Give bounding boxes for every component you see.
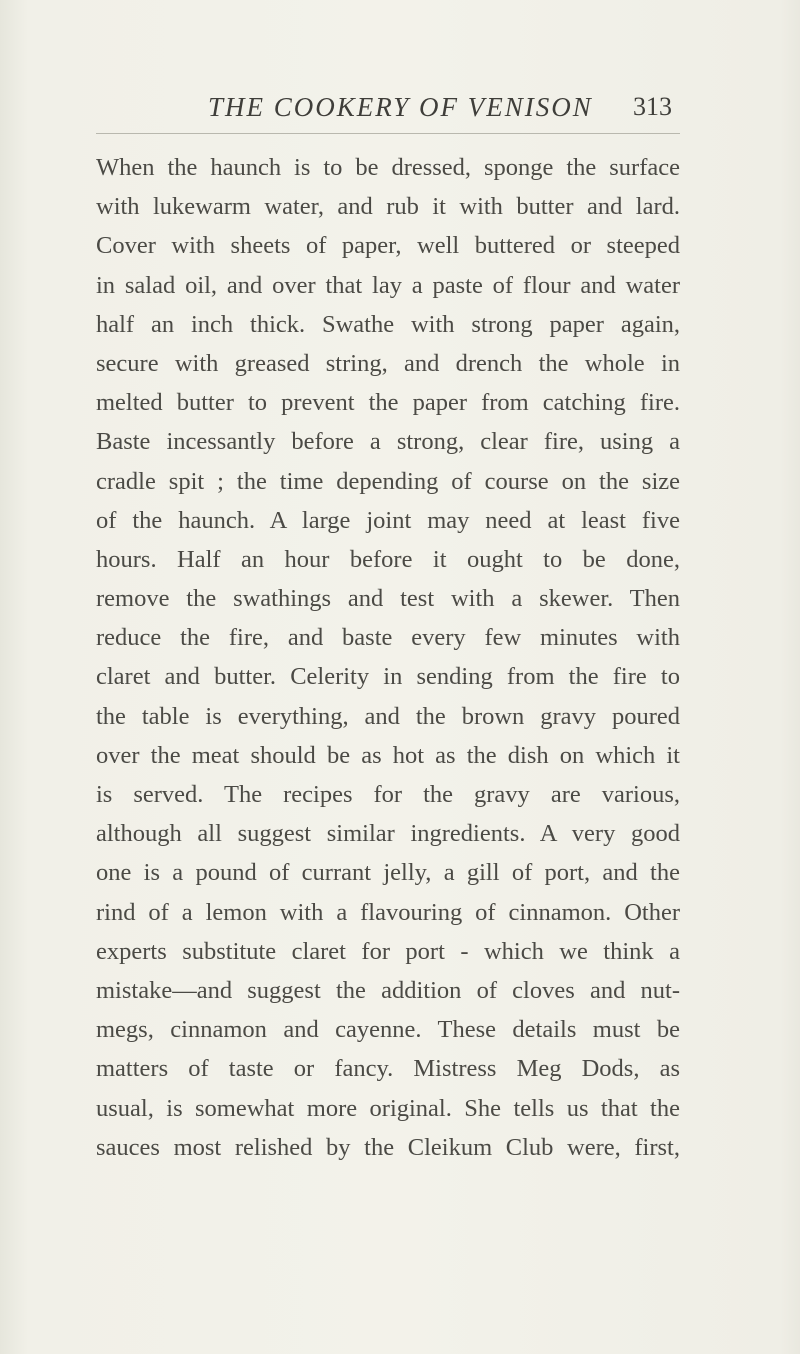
text-line: megs, cinnamon and cayenne. These details must be [96,1016,680,1044]
text-line: Cover with sheets of paper, well buttered or steeped [96,232,680,260]
text-line: is served. The recipes for the gravy are various, [96,781,680,808]
text-line: When the haunch is to be dressed, sponge the surface [96,154,680,181]
text-line: claret and butter. Celerity in sending from the fire to [96,663,680,691]
text-line: in salad oil, and over that lay a paste of flour and water [96,271,680,299]
text-line: of the haunch. A large joint may need at least five [96,506,680,534]
text-line: Baste incessantly before a strong, clear fire, using a [96,428,680,456]
page-number: 313 [633,92,672,121]
text-line: reduce the fire, and baste every few minutes with [96,624,680,652]
text-line: rind of a lemon with a flavouring of cinnamon. Other [96,898,680,926]
text-line: over the meat should be as hot as the dish on which it [96,741,680,769]
text-line: melted butter to prevent the paper from catching fire. [96,389,680,417]
running-head [96,92,680,132]
body-text [96,148,680,1167]
text-line: although all suggest similar ingredients. A very good [96,820,680,848]
text-line: experts substitute claret for port - which we think a [96,937,680,965]
text-line: one is a pound of currant jelly, a gill of port, and the [96,859,680,887]
header-rule [96,133,680,134]
text-line: half an inch thick. Swathe with strong paper again, [96,310,680,338]
text-line: with lukewarm water, and rub it with butter and lard. [96,193,680,221]
text-line: hours. Half an hour before it ought to be done, [96,545,680,573]
text-line: sauces most relished by the Cleikum Club were, first, [96,1133,680,1161]
text-line: secure with greased string, and drench the whole in [96,349,680,377]
text-line: matters of taste or fancy. Mistress Meg Dods, as [96,1055,680,1083]
running-title: THE COOKERY OF VENISON [208,92,593,122]
text-line: mistake—and suggest the addition of cloves and nut- [96,976,680,1004]
text-line: remove the swathings and test with a skewer. Then [96,585,680,613]
text-line: cradle spit ; the time depending of course on the size [96,467,680,495]
text-line: the table is everything, and the brown gravy poured [96,702,680,730]
text-line: usual, is somewhat more original. She tells us that the [96,1094,680,1122]
